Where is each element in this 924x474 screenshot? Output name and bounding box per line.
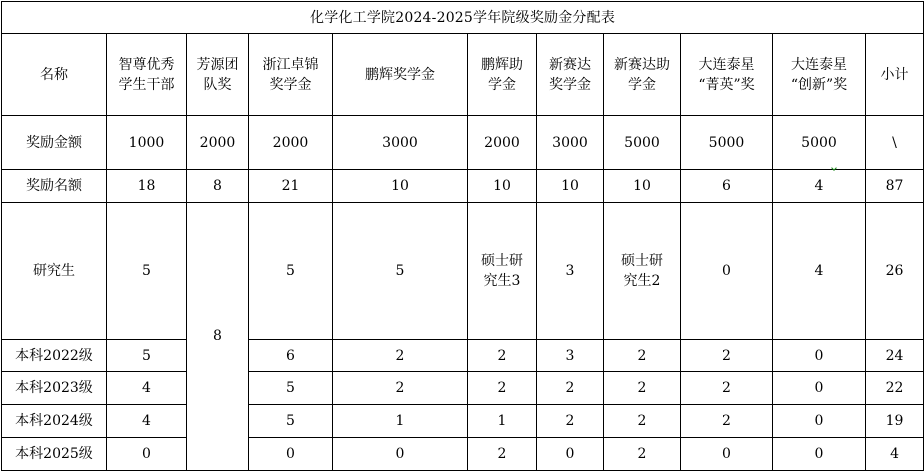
cell-amount: 1000 (107, 116, 187, 170)
cell-ug2023: 0 (773, 372, 866, 405)
title-row (2, 2, 924, 34)
cell-ug2023: 2 (468, 372, 537, 405)
cell-ug2023-subtotal: 22 (866, 372, 924, 405)
cell-quota: 10 (468, 170, 537, 203)
ug2023-row (2, 372, 924, 405)
header-dalian-chuangxin (773, 34, 866, 116)
header-subtotal (866, 34, 924, 116)
cell-quota: 6 (681, 170, 773, 203)
header-fangyuan-line2: 队奖 (203, 76, 232, 93)
cell-ug2024: 2 (681, 405, 773, 438)
header-fangyuan-line1: 芳源团 (196, 56, 239, 73)
cell-amount: 3000 (537, 116, 604, 170)
row-label-amount: 奖励金额 (2, 116, 107, 170)
header-dalian-chuangxin-line1: 大连泰星 (791, 56, 847, 73)
cell-ug2024-subtotal: 19 (866, 405, 924, 438)
cell-ug2023: 2 (537, 372, 604, 405)
cell-grad: 5 (107, 203, 187, 340)
header-penghui-grant (468, 34, 537, 116)
header-zhizun-line1: 智尊优秀 (118, 56, 175, 73)
cell-quota: 10 (333, 170, 468, 203)
cell-grad: 3 (537, 203, 604, 340)
cell-fangyuan-merged: 8 (187, 203, 249, 471)
header-dalian-chuangxin-line2: “创新”奖 (790, 76, 848, 93)
header-penghui-scholarship-text: 鹏辉奖学金 (365, 66, 435, 83)
cell-ug2024: 2 (537, 405, 604, 438)
cell-ug2025-subtotal: 4 (866, 438, 924, 471)
cell-amount: 3000 (333, 116, 468, 170)
header-xinsaida-grant-line2: 学金 (628, 76, 656, 93)
cell-ug2023: 5 (249, 372, 333, 405)
cell-amount: 5000 (604, 116, 681, 170)
note-line2: 究生3 (483, 273, 521, 289)
cell-ug2022: 2 (468, 340, 537, 372)
header-penghui-grant-line1: 鹏辉助 (481, 56, 523, 73)
header-dalian-jingying-line1: 大连泰星 (698, 56, 755, 73)
cell-ug2025: 0 (773, 438, 866, 471)
cell-ug2022: 0 (773, 340, 866, 372)
cell-ug2022: 3 (537, 340, 604, 372)
header-zhejiang (249, 34, 333, 116)
cell-quota-subtotal: 87 (866, 170, 924, 203)
cell-quota: 10 (537, 170, 604, 203)
cell-ug2025: 0 (107, 438, 187, 471)
row-label-quota: 奖励名额 (2, 170, 107, 203)
row-label-ug2025: 本科2025级 (2, 438, 107, 471)
cell-grad-penghui-note (468, 203, 537, 340)
cell-ug2025: 2 (468, 438, 537, 471)
note-line2: 究生2 (623, 273, 661, 289)
ug2024-row (2, 405, 924, 438)
cell-quota: 8 (187, 170, 249, 203)
note-line1: 硕士研 (481, 253, 523, 269)
cell-ug2023: 4 (107, 372, 187, 405)
cell-grad: 5 (333, 203, 468, 340)
row-label-ug2024: 本科2024级 (2, 405, 107, 438)
cell-ug2024: 0 (773, 405, 866, 438)
cell-amount: 2000 (468, 116, 537, 170)
row-label-ug2022: 本科2022级 (2, 340, 107, 372)
header-name (2, 34, 107, 116)
cell-ug2024: 2 (604, 405, 681, 438)
header-xinsaida-grant (604, 34, 681, 116)
ug2025-row (2, 438, 924, 471)
header-penghui-scholarship (333, 34, 468, 116)
cell-grad-xinsaida-note (604, 203, 681, 340)
cell-grad: 5 (249, 203, 333, 340)
cell-ug2022: 5 (107, 340, 187, 372)
note-line1: 硕士研 (621, 253, 663, 269)
cell-grad: 4 (773, 203, 866, 340)
header-zhejiang-line2: 奖学金 (269, 76, 312, 93)
header-penghui-grant-line2: 学金 (488, 76, 516, 93)
allocation-table (1, 1, 924, 471)
cell-ug2022: 2 (681, 340, 773, 372)
quota-row (2, 170, 924, 203)
header-xinsaida-scholarship-line2: 奖学金 (549, 76, 591, 93)
cell-ug2023: 2 (681, 372, 773, 405)
cell-quota: 21 (249, 170, 333, 203)
row-label-grad: 研究生 (2, 203, 107, 340)
cell-quota: 4 (773, 170, 866, 203)
header-dalian-jingying (681, 34, 773, 116)
grad-row (2, 203, 924, 340)
header-zhizun-line2: 学生干部 (118, 76, 175, 93)
cell-ug2024: 1 (333, 405, 468, 438)
cell-ug2024: 5 (249, 405, 333, 438)
cell-ug2023: 2 (333, 372, 468, 405)
cell-ug2022: 6 (249, 340, 333, 372)
header-row (2, 34, 924, 116)
cell-amount: 2000 (249, 116, 333, 170)
cell-ug2024: 1 (468, 405, 537, 438)
cell-ug2023: 2 (604, 372, 681, 405)
cell-ug2022-subtotal: 24 (866, 340, 924, 372)
cell-ug2022: 2 (333, 340, 468, 372)
cell-grad-subtotal: 26 (866, 203, 924, 340)
row-label-ug2023: 本科2023级 (2, 372, 107, 405)
cell-ug2025: 2 (604, 438, 681, 471)
cell-amount-subtotal: \ (866, 116, 924, 170)
cell-amount: 5000 (681, 116, 773, 170)
header-name-text: 名称 (40, 66, 68, 83)
cell-amount: 5000 (773, 116, 866, 170)
cell-ug2025: 0 (537, 438, 604, 471)
ug2022-row (2, 340, 924, 372)
header-subtotal-text: 小计 (880, 66, 909, 83)
header-zhizun (107, 34, 187, 116)
cell-ug2025: 0 (249, 438, 333, 471)
cell-ug2025: 0 (333, 438, 468, 471)
header-dalian-jingying-line2: “菁英”奖 (698, 76, 755, 93)
cell-ug2025: 0 (681, 438, 773, 471)
cell-ug2022: 2 (604, 340, 681, 372)
header-xinsaida-grant-line1: 新赛达助 (614, 56, 670, 73)
header-xinsaida-scholarship (537, 34, 604, 116)
header-fangyuan (187, 34, 249, 116)
amount-row (2, 116, 924, 170)
cell-ug2024: 4 (107, 405, 187, 438)
cell-grad: 0 (681, 203, 773, 340)
header-xinsaida-scholarship-line1: 新赛达 (549, 56, 591, 73)
cell-quota: 10 (604, 170, 681, 203)
cell-quota: 18 (107, 170, 187, 203)
header-zhejiang-line1: 浙江卓锦 (262, 56, 319, 73)
table-title: 化学化工学院2024-2025学年院级奖励金分配表 (2, 2, 924, 34)
cell-amount: 2000 (187, 116, 249, 170)
